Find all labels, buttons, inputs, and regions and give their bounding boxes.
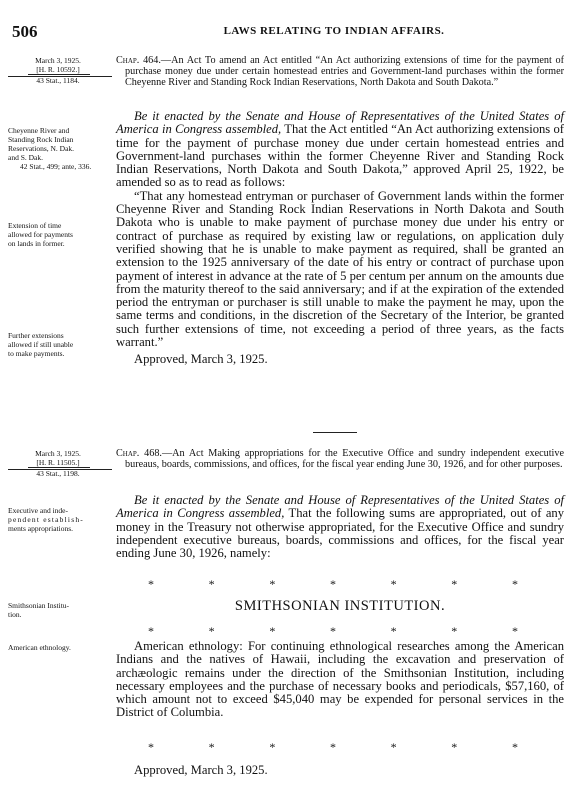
act1-approved: Approved, March 3, 1925. <box>134 352 268 367</box>
ellipsis-stars-1 <box>148 577 518 592</box>
act1-caption <box>116 55 564 89</box>
margin-line: Standing Rock Indian <box>8 135 74 144</box>
act2-margin-executive <box>8 506 108 536</box>
act2-body <box>116 494 564 560</box>
act1-margin-extension <box>8 221 108 251</box>
section-title-smithsonian: SMITHSONIAN INSTITUTION. <box>234 598 446 614</box>
margin-line: Reservations, N. Dak. <box>8 144 75 153</box>
ellipsis-star: * <box>208 624 215 638</box>
ellipsis-star: * <box>390 577 397 591</box>
margin-line: allowed if still unable <box>8 340 74 349</box>
ellipsis-star: * <box>269 624 276 638</box>
act2-citation-short-rule <box>28 467 90 468</box>
enacting-formula: Be it enacted by the Senate and House of Representatives of the United States of America in Congress assembled, <box>116 109 564 137</box>
margin-line: Smithsonian Institu- <box>8 601 70 610</box>
margin-line: tion. <box>8 610 22 619</box>
act2-caption-chap: Chap. <box>116 448 140 459</box>
act2-caption <box>116 448 564 470</box>
enacting-text: That the Act entitled “An Act authorizing extensions of time for the payment of purchase money due under certain homestead entries and Government-land purchases within the former Cheyenne River and Standing Rock Indian Reservations, North Dakota and South Dakota,” approved April 25, 1922, be amended so as to read as follows: <box>116 122 565 190</box>
margin-line: allowed for payments <box>8 230 73 239</box>
ellipsis-star: * <box>451 577 458 591</box>
margin-line: and S. Dak. <box>8 153 43 162</box>
act2-caption-text: 468.—An Act Making appropriations for the Executive Office and sundry independent executive bureaus, boards, commissions, and offices, for the fiscal year ending June 30, 1926, and for other purposes. <box>125 448 564 471</box>
act2-margin-smithsonian <box>8 601 108 621</box>
margin-line: Further extensions <box>8 331 64 340</box>
act2-margin-ethnology <box>8 643 108 653</box>
ellipsis-star: * <box>148 624 154 638</box>
act1-caption-chap: Chap. <box>116 55 140 66</box>
margin-line: 42 Stat., 499; ante, 336. <box>20 162 92 171</box>
ellipsis-star: * <box>390 740 397 754</box>
margin-line: ments appropriations. <box>8 524 73 533</box>
act2-citation-bill: [H. R. 11505.] <box>36 458 80 467</box>
page-number: 506 <box>12 22 38 41</box>
act2-citation-date: March 3, 1925. <box>35 449 81 458</box>
act2-approved: Approved, March 3, 1925. <box>134 763 268 777</box>
ellipsis-star: * <box>329 624 336 638</box>
margin-line: Cheyenne River and <box>8 126 70 135</box>
act1-enacting-clause <box>116 110 564 190</box>
enacting-formula: Be it enacted by the Senate and House of Representatives of the United States of America in Congress assembled, <box>116 493 564 521</box>
margin-line: American ethnology. <box>8 643 71 652</box>
ellipsis-star: * <box>269 577 276 591</box>
ellipsis-stars-3 <box>148 740 518 755</box>
ellipsis-star: * <box>451 624 458 638</box>
ellipsis-star: * <box>148 577 154 591</box>
act1-margin-further <box>8 331 108 361</box>
margin-line: pendent establish- <box>8 515 84 524</box>
margin-line: to make payments. <box>8 349 65 358</box>
ellipsis-star: * <box>329 740 336 754</box>
margin-line: Executive and inde- <box>8 506 68 515</box>
ellipsis-star: * <box>511 577 518 591</box>
ellipsis-stars-2 <box>148 624 518 639</box>
page-header <box>8 22 560 40</box>
running-head: LAWS RELATING TO INDIAN AFFAIRS. <box>223 25 445 37</box>
act2-enacting-clause <box>116 494 564 560</box>
act1-caption-text: 464.—An Act To amend an Act entitled “An Act authorizing extensions of time for the payment of purchase money due under certain homestead entries and Government-land purchases within the former Cheyenne River and Standing Rock Indian Reservations, North Dakota and South Dakota.” <box>125 55 564 89</box>
ellipsis-star: * <box>451 740 458 754</box>
ellipsis-star: * <box>329 577 336 591</box>
act2-citation-stat: 43 Stat., 1198. <box>36 469 80 478</box>
ellipsis-star: * <box>208 740 215 754</box>
act1-quoted-text: “That any homestead entryman or purchaser of Government lands within the former Cheyenne River and Standing Rock Indian Reservations in North Dakota and South Dakota who is unable to make payment of purchase money due under his entry or contract of purchase as required by existing law or regulations, on application duly verified showing that he is unable to make payment as required, shall be granted an extension to the 1925 anniversary of the date of his entry or contract of purchase upon payment of interest in advance at the rate of 5 per centum per annum on the amounts due from the maturity thereof to the said anniversary; and if at the expiration of the extended period the entryman or purchaser is still unable to make the payment he may, upon the same terms and conditions, in the discretion of the Secretary of the Interior, be granted such further extensions of time, not exceeding a period of three years, as the facts warrant.” <box>116 188 564 350</box>
act1-citation-date: March 3, 1925. <box>35 56 81 65</box>
act1-end-rule <box>313 432 357 433</box>
act1-margin-reservations <box>8 126 108 176</box>
act1-body <box>116 110 564 367</box>
ellipsis-star: * <box>511 740 518 754</box>
enacting-text: That the following sums are appropriated, out of any money in the Treasury not otherwise appropriated, for the Executive Office and sundry independent executive bureaus, boards, commissions and offices, for the fiscal year ending June 30, 1926, namely: <box>116 506 564 561</box>
margin-line: on lands in former. <box>8 239 65 248</box>
act2-citation <box>8 449 108 479</box>
ethnology-section <box>116 640 564 720</box>
ellipsis-star: * <box>269 740 276 754</box>
ellipsis-star: * <box>208 577 215 591</box>
ellipsis-star: * <box>390 624 397 638</box>
ellipsis-star: * <box>511 624 518 638</box>
act1-citation-bill: [H. R. 10592.] <box>36 65 80 74</box>
ellipsis-star: * <box>148 740 154 754</box>
act1-citation-short-rule <box>28 74 90 75</box>
act1-citation <box>8 56 108 86</box>
margin-line: Extension of time <box>8 221 62 230</box>
act2-approved-block <box>116 764 564 777</box>
ethnology-paragraph: American ethnology: For continuing ethnological researches among the American Indians and the natives of Hawaii, including the excavation and preservation of archæologic remains under the direction of the Smithsonian Institution, including necessary employees and the purchase of necessary books and periodicals, $57,160, of which amount not to exceed $45,040 may be expended for personal services in the District of Columbia. <box>116 639 564 720</box>
act1-citation-stat: 43 Stat., 1184. <box>36 76 80 85</box>
